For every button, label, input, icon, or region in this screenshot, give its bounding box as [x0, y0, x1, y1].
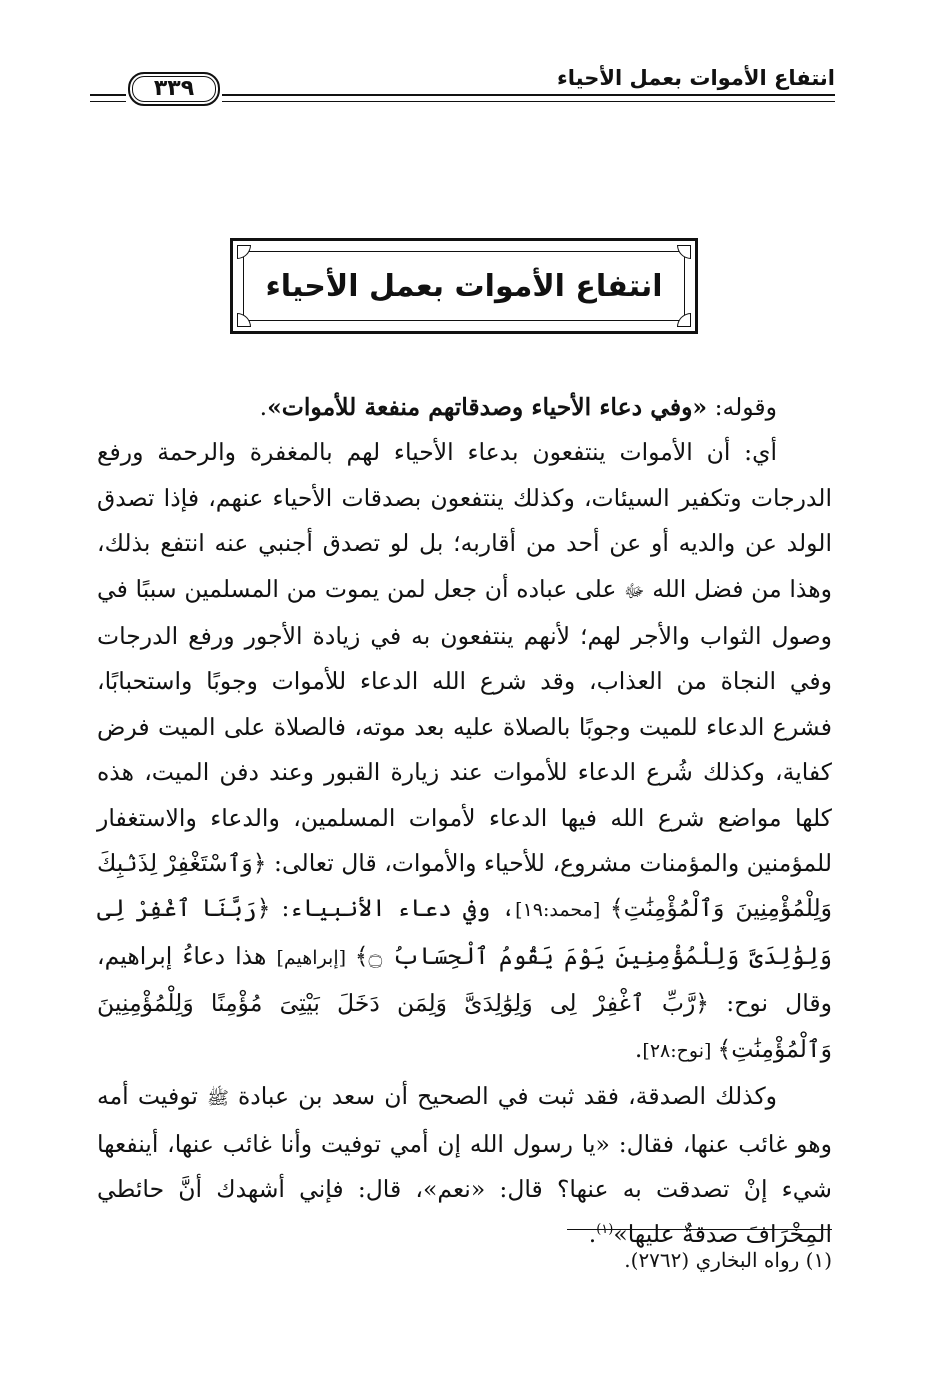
explanation-text-1: أي: أن الأموات ينتفعون بدعاء الأحياء لهم بالمغفرة والرحمة ورفع الدرجات وتكفير السيئات، وكذلك ينتفعون بصدقات الأحياء عنهم، فإذا تصدق الولد عن والديه أو عن أحد من أقاربه؛ بل لو تصدق أجنبي عنه انتفع بذلك، وهذا من فضل الله: [97, 438, 832, 603]
quran-verse-3: ﴿رَّبِّ ٱغْفِرْ لِى وَلِوَٰلِدَىَّ وَلِمَن دَخَلَ بَيْتِىَ مُؤْمِنًا وَلِلْمُؤْمِنِينَ وَٱلْمُؤْمِنَٰتِ﴾: [97, 989, 832, 1063]
header-rule-right: [222, 94, 835, 102]
footnote-marker[interactable]: (١): [596, 1222, 614, 1238]
paragraph-explanation: [97, 430, 832, 1074]
paragraph-charity: [97, 1074, 832, 1258]
explanation-text-3: ، وفي دعاء الأنبياء:: [270, 894, 516, 923]
honorific-glyph: ﷺ: [207, 1088, 229, 1110]
explanation-text-4: هذا دعاءُ إبراهيم، وقال نوح:: [97, 941, 832, 1018]
intro-quote: «وفي دعاء الأحياء وصدقاتهم منفعة للأموات»: [267, 393, 708, 421]
verse-ref-2: [إبراهيم]: [276, 946, 355, 969]
intro-lead: وقوله:: [707, 393, 777, 421]
footnote-separator: [567, 1229, 832, 1230]
quran-verse-2: ﴿رَبَّنَا ٱغْفِرْ لِى وَلِوَٰلِدَىَّ وَلِلْمُؤْمِنِينَ يَوْمَ يَقُومُ ٱلْحِسَابُ ۝﴾: [97, 894, 833, 970]
chapter-title-frame: [230, 238, 698, 334]
footnote-1: (١) رواه البخاري (٢٧٦٢).: [624, 1248, 832, 1272]
charity-end: .: [588, 1220, 597, 1249]
verse-ref-3: [نوح:٢٨]: [642, 1039, 718, 1062]
body-text: [97, 385, 832, 1258]
charity-text-1: وكذلك الصدقة، فقد ثبت في الصحيح أن سعد بن عبادة: [228, 1082, 777, 1111]
header-rule-left: [90, 94, 126, 102]
hadith-quote-1: «يا رسول الله إن أمي توفيت وأنا غائب عنها، أينفعها شيء إنْ تصدقت به عنها؟: [97, 1129, 832, 1203]
charity-text-4: ، قال:: [343, 1174, 423, 1203]
intro-end: .: [259, 393, 268, 421]
quran-verse-1: ﴿وَٱسْتَغْفِرْ لِذَنۢبِكَ وَلِلْمُؤْمِنِينَ وَٱلْمُؤْمِنَٰتِ﴾: [97, 849, 833, 923]
verse-ref-1: [محمد:١٩]: [515, 899, 610, 922]
running-header: [90, 66, 835, 106]
charity-text-3: قال:: [485, 1174, 557, 1203]
explanation-text-2: على عباده أن جعل لمن يموت من المسلمين سببًا في وصول الثواب والأجر لهم؛ لأنهم ينتفعون به في زيادة الأجور ورفع الدرجات وفي النجاة من العذاب، وقد شرع الله الدعاء للأموات وجوبًا واستحبابًا، فشرع الدعاء للميت وجوبًا بالصلاة عليه بعد موته، فالصلاة على الميت فرض كفاية، وكذلك شُرع الدعاء للأموات عند زيارة القبور وعند دفن الميت، هذه كلها مواضع شرع الله فيها الدعاء لأموات المسلمين، والدعاء والاستغفار للمؤمنين والمؤمنات مشروع، للأحياء والأموات، قال تعالى:: [97, 574, 832, 878]
charity-text-2: توفيت أمه وهو غائب عنها، فقال:: [97, 1082, 832, 1158]
explanation-end: .: [634, 1034, 643, 1063]
running-header-title: انتفاع الأموات بعمل الأحياء: [557, 66, 835, 90]
page-number: ٣٣٩: [128, 72, 220, 106]
honorific-glyph: ﷻ: [624, 580, 645, 602]
hadith-quote-3: فإني أشهدك أنَّ حائطي المِخْرَافَ صدقةٌ عليها»: [97, 1174, 832, 1249]
paragraph-intro: [97, 385, 832, 430]
chapter-title: انتفاع الأموات بعمل الأحياء: [265, 269, 663, 304]
hadith-quote-2: «نعم»: [422, 1174, 486, 1203]
